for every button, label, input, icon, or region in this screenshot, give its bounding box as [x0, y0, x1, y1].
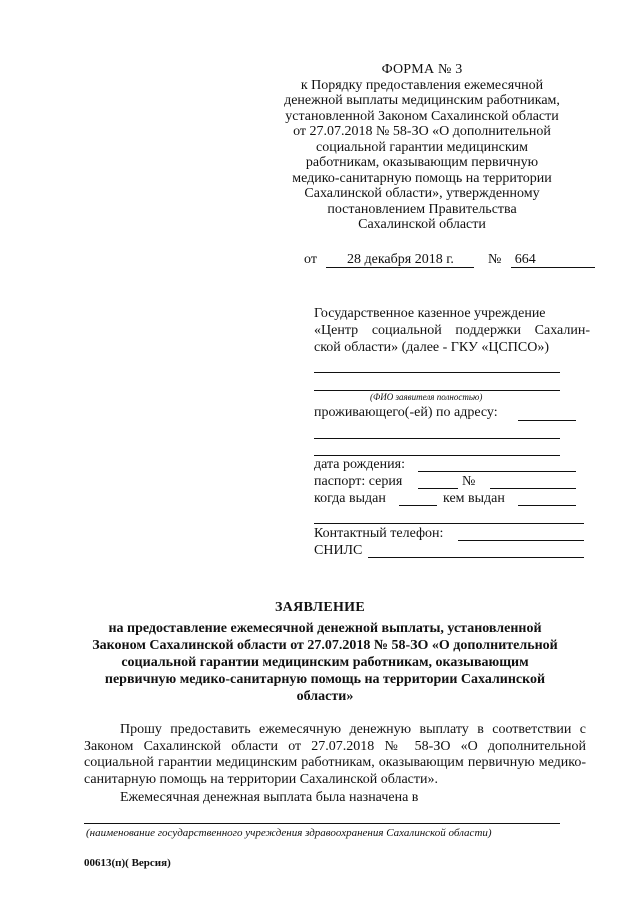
institution-caption: (наименование государственного учреждения здравоохранения Сахалинской области) — [86, 827, 492, 839]
passport-number-label: № — [462, 474, 476, 489]
passport-series-label: паспорт: серия — [314, 474, 403, 489]
header-line: работникам, оказывающим первичную — [305, 155, 539, 170]
passport-series-input-line[interactable] — [418, 488, 458, 489]
header-line: к Порядку предоставления ежемесячной — [300, 77, 544, 93]
header-line: установленной Законом Сахалинской области — [285, 108, 559, 124]
address-input-line[interactable] — [518, 420, 576, 421]
birth-date-label: дата рождения: — [314, 457, 405, 472]
application-title: ЗАЯВЛЕНИЕ — [274, 600, 365, 615]
header-line: медико-санитарную помощь на территории — [292, 170, 552, 186]
subtitle-line: области» — [296, 689, 354, 704]
order-reference — [304, 252, 604, 268]
header-line: Сахалинской области», утвержденному — [304, 186, 540, 201]
form-header — [262, 62, 582, 233]
assigned-paragraph: Ежемесячная денежная выплата была назначена в — [120, 790, 419, 805]
request-paragraph: Прошу предоставить ежемесячную денежную выплату в соответствии с Законом Сахалинской области от 27.07.2018 № 58-ЗО «О дополнительной социальной гарантии медицинским работникам, оказывающим первичную медико-санитарную помощь на территории Сахалинской области». — [84, 722, 586, 787]
subtitle-line: социальной гарантии медицинским работникам, оказывающим — [121, 655, 529, 670]
issued-when-input-line[interactable] — [399, 505, 437, 506]
subtitle-line: на предоставление ежемесячной денежной выплаты, установленной — [108, 621, 542, 636]
application-subtitle — [70, 620, 580, 705]
issued-by-input-line[interactable] — [518, 505, 576, 506]
phone-input-line[interactable] — [458, 540, 584, 541]
addressee-line: «Центр социальной поддержки Сахалин- — [314, 323, 590, 338]
address-input-line[interactable] — [314, 455, 560, 456]
addressee-block — [314, 305, 590, 356]
issued-by-input-line[interactable] — [314, 523, 584, 524]
snils-input-line[interactable] — [368, 557, 584, 558]
fio-caption: (ФИО заявителя полностью) — [370, 392, 483, 402]
order-number-label: № — [487, 252, 502, 267]
subtitle-line: первичную медико-санитарную помощь на территории Сахалинской — [104, 672, 546, 687]
passport-number-input-line[interactable] — [490, 488, 576, 489]
header-line: от 27.07.2018 № 58-ЗО «О дополнительной — [293, 124, 551, 139]
document-code: 00613(п)( Версия) — [84, 857, 171, 869]
header-line: Сахалинской области — [358, 217, 486, 232]
addressee-line: ской области» (далее - ГКУ «ЦСПСО») — [314, 340, 550, 355]
birth-date-input-line[interactable] — [418, 471, 576, 472]
header-line: социальной гарантии медицинским — [315, 139, 528, 155]
address-input-line[interactable] — [314, 438, 560, 439]
header-line: постановлением Правительства — [327, 201, 517, 217]
issued-by-label: кем выдан — [443, 491, 505, 506]
order-number: 664 — [511, 253, 595, 268]
issued-when-label: когда выдан — [314, 491, 386, 506]
subtitle-line: Законом Сахалинской области от 27.07.2018 № 58-ЗО «О дополнительной — [92, 638, 558, 653]
header-line: денежной выплаты медицинским работникам, — [284, 93, 560, 108]
address-label: проживающего(-ей) по адресу: — [314, 405, 498, 420]
addressee-line: Государственное казенное учреждение — [314, 306, 546, 321]
phone-label: Контактный телефон: — [314, 526, 444, 541]
form-number: ФОРМА № 3 — [381, 62, 463, 77]
fio-input-line[interactable] — [314, 390, 560, 391]
fio-input-line[interactable] — [314, 372, 560, 373]
snils-label: СНИЛС — [314, 543, 363, 558]
institution-input-line[interactable] — [84, 823, 560, 824]
order-date: 28 декабря 2018 г. — [326, 253, 474, 268]
order-prefix: от — [304, 252, 317, 267]
